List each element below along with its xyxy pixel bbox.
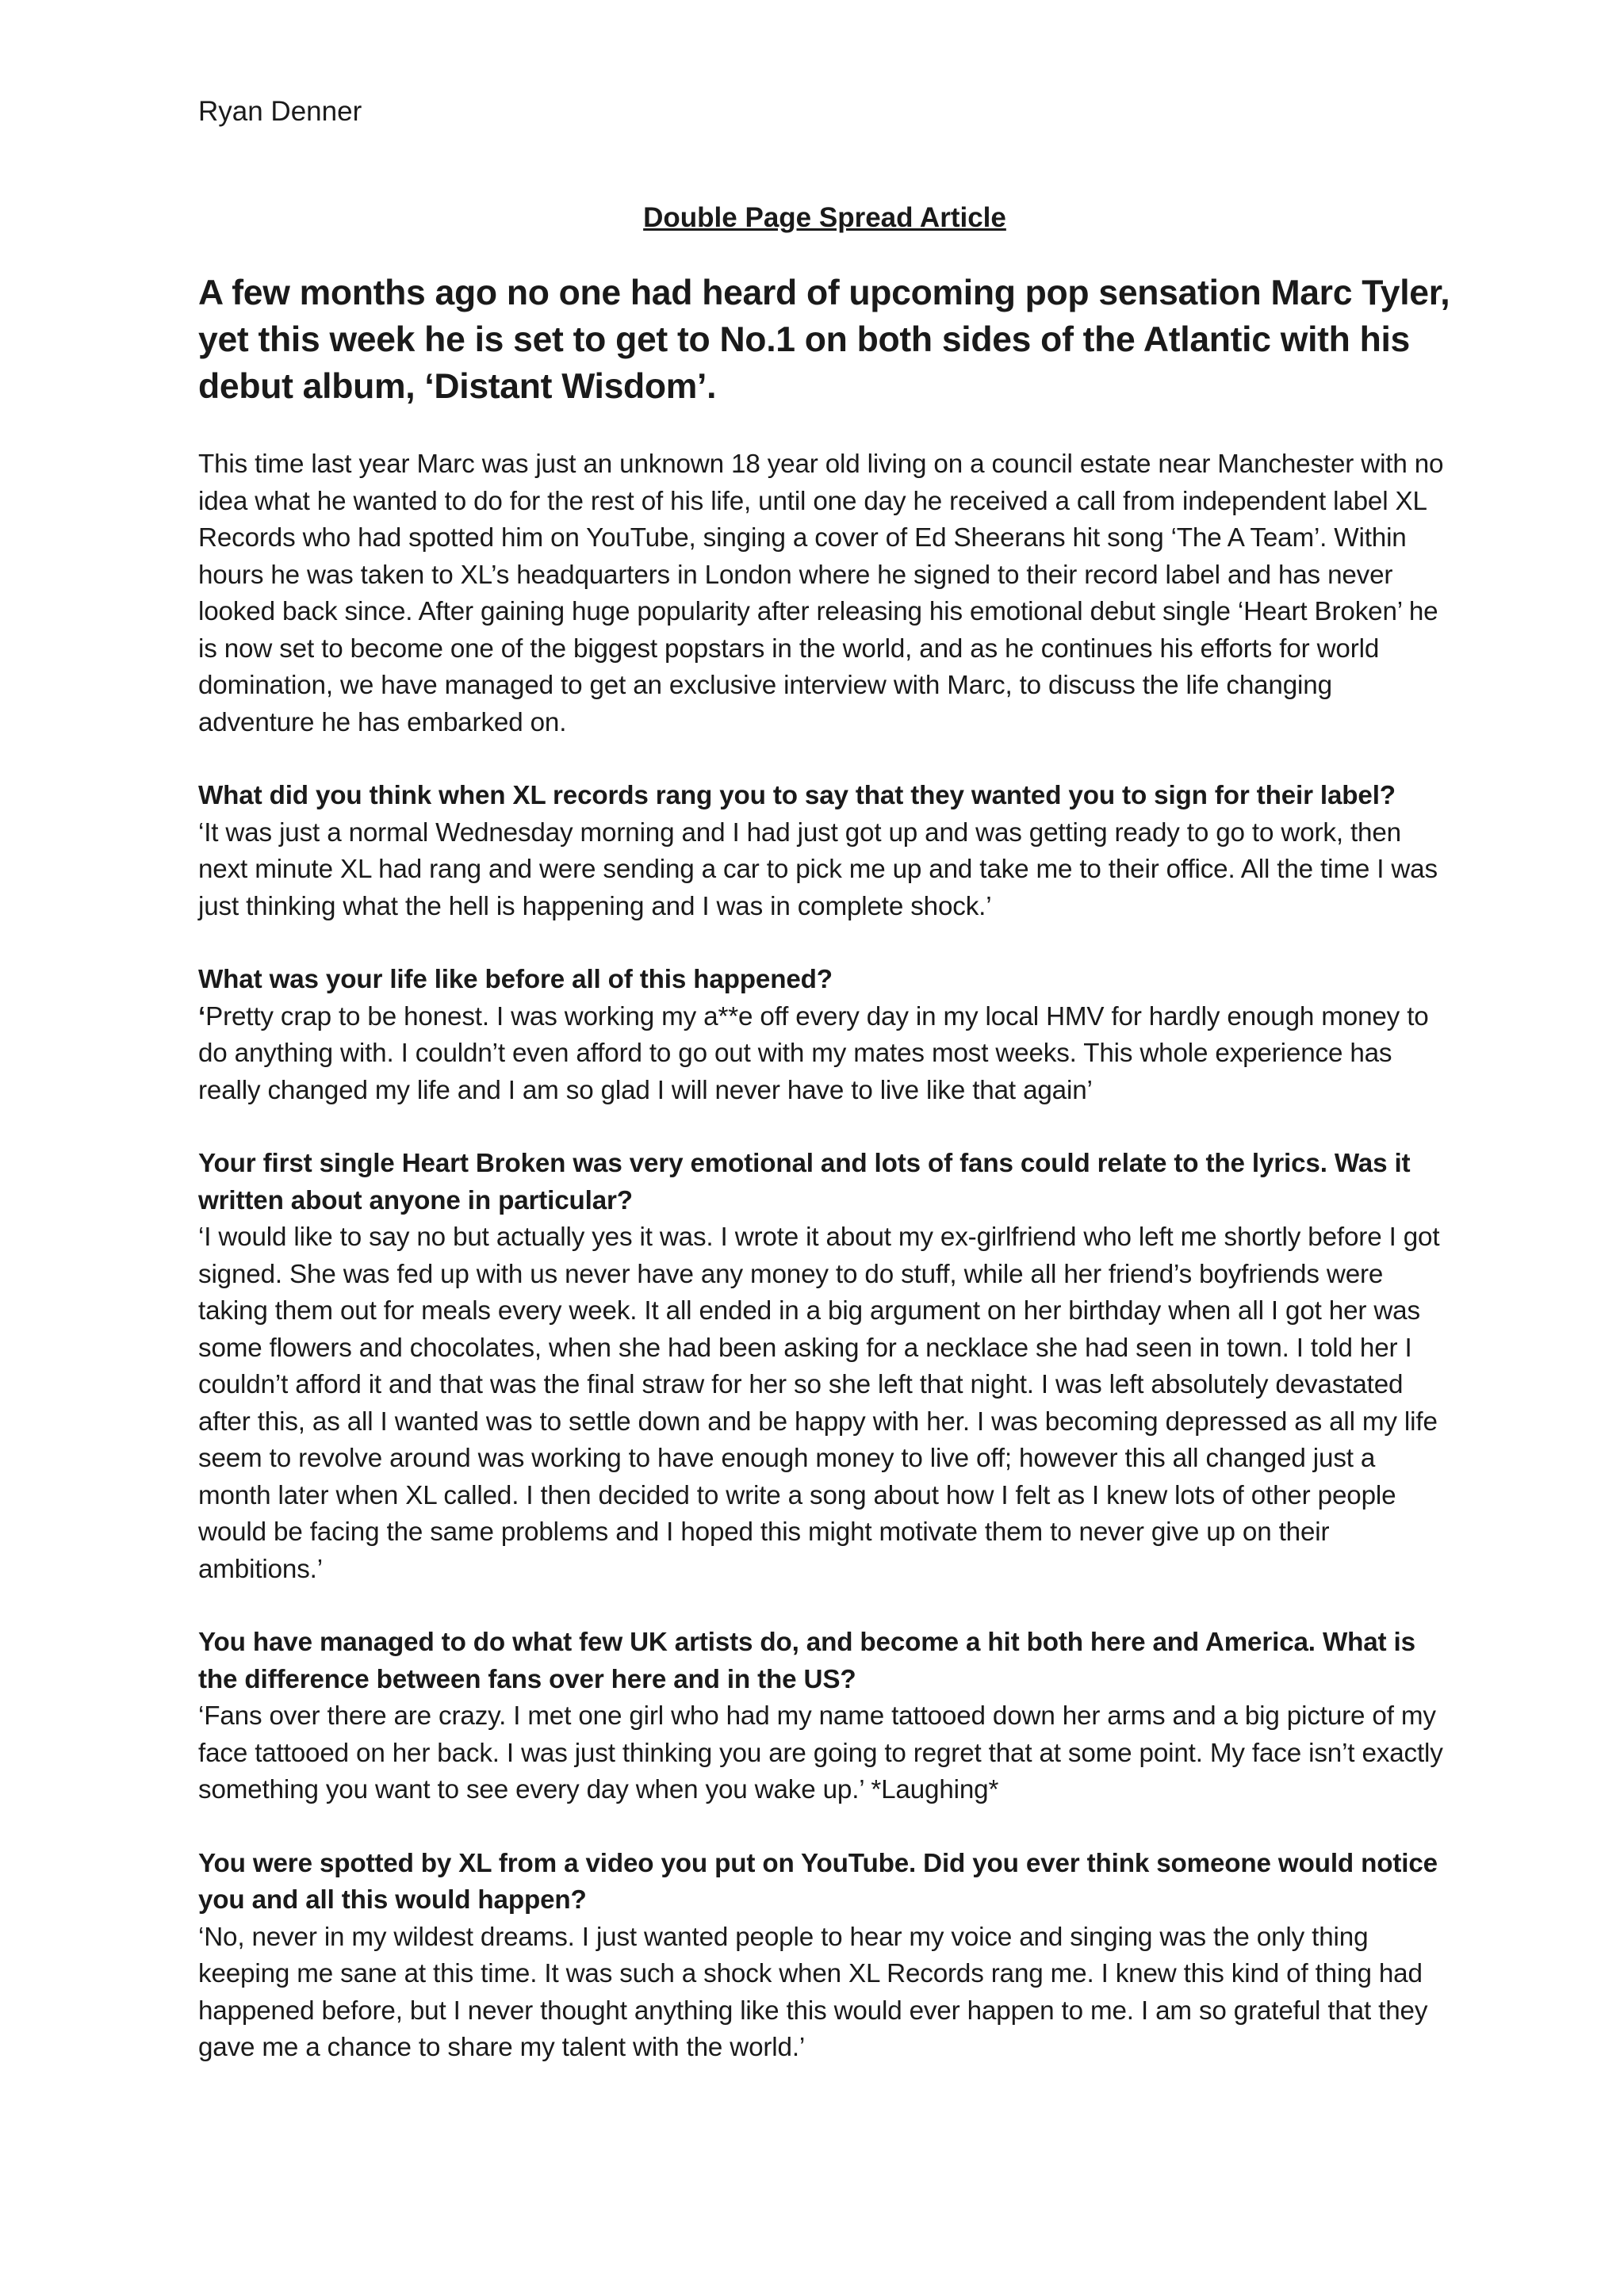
interview-answer: ‘I would like to say no but actually yes it was. I wrote it about my ex-girlfriend who left me shortly before I got signed. She was fed up with us never have any money to do stuff, while all her friend’s boyfriends were taking them out for meals every week. It all ended in a big argument on her birthday when all I got her was some flowers and chocolates, when she had been asking for a necklace she had seen in town. I told her I couldn’t afford it and that was the final straw for her so she left that night. I was left absolutely devastated after this, as all I wanted was to settle down and be happy with her. I was becoming depressed as all my life seem to revolve around was working to have enough money to live off; however this all changed just a month later when XL called. I then decided to write a song about how I felt as I knew lots of other people would be facing the same problems and I hoped this might motivate them to never give up on their ambitions.’ (198, 1223, 1440, 1584)
interview-qa-3 (198, 1146, 1451, 1588)
author-name: Ryan Denner (198, 96, 362, 127)
article-headline: A few months ago no one had heard of upcoming pop sensation Marc Tyler, yet this week he is set to get to No.1 on both sides of the Atlantic with his debut album, ‘Distant Wisdom’. (198, 274, 1450, 406)
interview-qa-4 (198, 1624, 1451, 1809)
interview-qa-1 (198, 778, 1451, 925)
interview-answer: ‘No, never in my wildest dreams. I just wanted people to hear my voice and singing was the only thing keeping me sane at this time. It was such a shock when XL Records rang me. I knew this kind of thing had happened before, but I never thought anything like this would ever happen to me. I am so grateful that they gave me a chance to share my talent with the world.’ (198, 1922, 1428, 2062)
opening-quote-mark: ‘ (198, 1001, 206, 1031)
interview-answer (198, 999, 1451, 1110)
interview-qa-5 (198, 1846, 1451, 2067)
document-title: Double Page Spread Article (643, 202, 1006, 233)
article-intro: This time last year Marc was just an unknown 18 year old living on a council estate near Manchester with no idea what he wanted to do for the rest of his life, until one day he received a call from independent label XL Records who had spotted him on YouTube, singing a cover of Ed Sheerans hit song ‘The A Team’. Within hours he was taken to XL’s headquarters in London where he signed to their record label and has never looked back since. After gaining huge popularity after releasing his emotional debut single ‘Heart Broken’ he is now set to become one of the biggest popstars in the world, and as he continues his efforts for world domination, we have managed to get an exclusive interview with Marc, to discuss the life changing adventure he has embarked on. (198, 450, 1444, 737)
interview-question: You were spotted by XL from a video you put on YouTube. Did you ever think someone would notice you and all this would happen? (198, 1848, 1438, 1915)
interview-question: What was your life like before all of this happened? (198, 965, 833, 994)
interview-answer: ‘Fans over there are crazy. I met one girl who had my name tattooed down her arms and a big picture of my face tattooed on her back. I was just thinking you are going to regret that at some point. My face isn’t exactly something you want to see every day when you wake up.’ *Laughing* (198, 1701, 1443, 1804)
interview-qa-2 (198, 962, 1451, 1109)
interview-question: You have managed to do what few UK artists do, and become a hit both here and America. What is the difference between fans over here and in the US? (198, 1628, 1415, 1694)
interview-answer: ‘It was just a normal Wednesday morning and I had just got up and was getting ready to go to work, then next minute XL had rang and were sending a car to pick me up and take me to their office. All the time I was just thinking what the hell is happening and I was in complete shock.’ (198, 817, 1438, 921)
document-body (198, 94, 1451, 2067)
interview-answer-text: Pretty crap to be honest. I was working my a**e off every day in my local HMV for hardly enough money to do anything with. I couldn’t even afford to go out with my mates most weeks. This whole experience has really changed my life and I am so glad I will never have to live like that again’ (198, 1001, 1429, 1105)
interview-question: What did you think when XL records rang you to say that they wanted you to sign for their label? (198, 781, 1396, 810)
interview-question: Your first single Heart Broken was very emotional and lots of fans could relate to the lyrics. Was it written about anyone in particular? (198, 1149, 1411, 1215)
